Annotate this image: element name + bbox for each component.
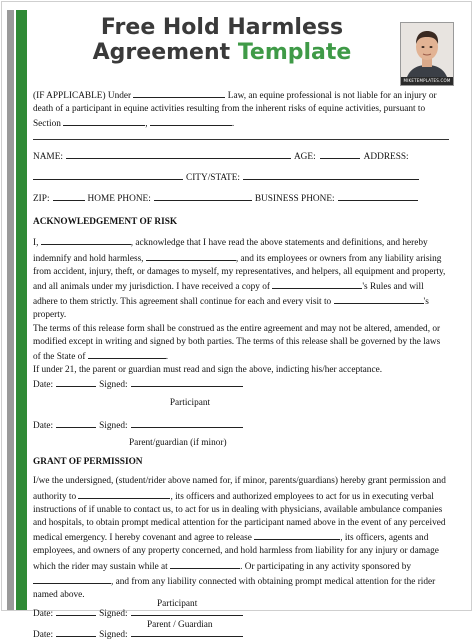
person-portrait-icon: [401, 23, 453, 85]
name-field[interactable]: [66, 149, 291, 159]
city-row: [33, 170, 449, 185]
age-label: AGE:: [293, 151, 316, 162]
title-line-2: [62, 40, 382, 65]
terms-paragraph: [33, 323, 449, 365]
law-blank[interactable]: [133, 88, 225, 98]
signed-label: Signed:: [99, 380, 128, 391]
indemnified-party-blank[interactable]: [146, 251, 236, 261]
property-owner-blank[interactable]: [334, 294, 424, 304]
acknowledgement-paragraph: [33, 235, 449, 322]
phone-row: [33, 191, 449, 206]
grant-participant-caption: Participant: [157, 599, 198, 610]
grant-participant-signature-field[interactable]: [131, 606, 243, 616]
guardian-signature-row: [33, 418, 449, 433]
city-state-label: CITY/STATE:: [186, 172, 241, 183]
ack-text-d: 's Rules and will adhere to them strictly. This agreement shall continue for each and every visit to: [33, 282, 424, 308]
date-label: Date:: [33, 630, 54, 641]
business-phone-label: BUSINESS PHONE:: [254, 194, 335, 205]
document-title: [62, 15, 382, 65]
participant-caption-wrap: [33, 397, 233, 410]
age-field[interactable]: [320, 149, 360, 159]
left-green-stripe: [16, 10, 27, 610]
signed-label: Signed:: [99, 609, 128, 620]
section-blank-1[interactable]: [63, 116, 145, 126]
date-field-1[interactable]: [56, 377, 96, 387]
agreement-body: [33, 88, 449, 641]
location-blank[interactable]: [170, 559, 240, 569]
guardian-if-minor-caption: Parent/guardian (if minor): [129, 438, 227, 449]
participant-signature-field[interactable]: [131, 377, 243, 387]
acknowledgement-heading: ACKNOWLEDGEMENT OF RISK: [33, 217, 178, 228]
grant-guardian-caption: Parent / Guardian: [147, 620, 213, 631]
sponsor-blank[interactable]: [33, 574, 111, 584]
grant-text-c: , its officers, agents and employees, and owners of any property concerned, and hold harmless from liability for any injury or damage which the rider may sustain while at: [33, 533, 439, 572]
rules-owner-blank[interactable]: [272, 279, 362, 289]
grant-text-b: , its officers and authorized employees to act for us in executing verbal instructions of if unable to contact us, to act for us in dealing with physicians, available ambulance companies and hospitals, to obtain prompt medical attention for the participant named above in the event of any perceived medical emergency. I hereby covenant and agree to release: [33, 491, 446, 544]
address-label: ADDRESS:: [363, 151, 409, 162]
divider-line: [33, 132, 449, 140]
date-field-2[interactable]: [56, 418, 96, 428]
participant-caption: Participant: [169, 397, 211, 408]
home-phone-label: HOME PHONE:: [87, 194, 151, 205]
ack-text-b: , acknowledge that I have read the above statements and definitions, and hereby indemnify and hold harmless,: [33, 238, 428, 264]
ack-text-e: 's property.: [33, 297, 429, 321]
date-label: Date:: [33, 380, 54, 391]
grant-paragraph: [33, 475, 449, 602]
section-blank-2[interactable]: [150, 116, 232, 126]
participant-name-blank[interactable]: [41, 235, 131, 245]
guardian-signature-field[interactable]: [131, 418, 243, 428]
city-state-field[interactable]: [243, 170, 419, 180]
title-line-1: Free Hold Harmless: [100, 15, 344, 40]
released-party-blank[interactable]: [254, 530, 340, 540]
home-phone-field[interactable]: [154, 191, 252, 201]
date-label: Date:: [33, 609, 54, 620]
document-page: [1, 1, 472, 641]
under-21-note: If under 21, the parent or guardian must read and sign the above, indicting his/her acceptance.: [33, 365, 383, 376]
signed-label: Signed:: [99, 420, 128, 431]
grant-participant-signature: [33, 599, 449, 620]
grant-text-d: . Or participating in any activity sponsored by: [240, 561, 412, 572]
signed-label: Signed:: [99, 630, 128, 641]
name-row: [33, 149, 449, 164]
grant-guardian-row: [33, 627, 243, 642]
authorized-party-blank[interactable]: [78, 489, 170, 499]
guardian-caption-wrap: [33, 437, 449, 450]
title-word-agreement: Agreement: [92, 40, 231, 65]
grant-guardian-signature-field[interactable]: [131, 627, 243, 637]
grant-heading: GRANT OF PERMISSION: [33, 457, 143, 468]
grant-text-a: I/we the undersigned, (student/rider above named for, if minor, parents/guardians) hereby grant permission and authority to: [33, 476, 446, 502]
address-field[interactable]: [33, 170, 183, 180]
photo-caption: MIKETEMPLATES.COM: [401, 77, 453, 85]
intro-comma: ,: [145, 119, 148, 130]
grant-guardian-signature: [33, 620, 449, 641]
zip-label: ZIP:: [33, 194, 50, 205]
participant-signature-row: [33, 377, 449, 392]
intro-paragraph: (IF APPLICABLE) Under Law, an equine professional is not liable for an injury or death of a participant in equine activities resulting from the inherent risks of equine activities, pursuant to Section , .: [33, 88, 449, 132]
ack-text-c: , and its employees or owners from any liability arising from accident, injury, theft, or damages to myself, my representatives, and helpers, all equipment and property, and all animals under my jurisdiction. I have received a copy of: [33, 253, 446, 293]
ack-text-a: I,: [33, 238, 39, 249]
business-phone-field[interactable]: [338, 191, 418, 201]
intro-text-b: Law, an equine professional is not liable for an injury or death of a participant in equine activities resulting from the inherent risks of equine activities, pursuant to Section: [33, 91, 437, 130]
grant-text-e: , and from any liability connected with obtaining prompt medical attention for the rider named above.: [33, 576, 436, 601]
left-gray-stripe: [7, 10, 14, 610]
intro-text-a: (IF APPLICABLE) Under: [33, 91, 132, 101]
terms-period: .: [165, 352, 169, 363]
name-label: NAME:: [33, 151, 63, 162]
state-blank[interactable]: [88, 349, 166, 359]
date-label: Date:: [33, 420, 54, 431]
zip-field[interactable]: [53, 191, 85, 201]
date-field-3[interactable]: [56, 606, 96, 616]
date-field-4[interactable]: [56, 627, 96, 637]
author-photo: [400, 22, 454, 86]
title-word-template: Template: [237, 40, 352, 65]
terms-text: The terms of this release form shall be construed as the entire agreement and may not be altered, amended, or modified except in writing and signed by both parties. The terms of this release shall be governed by the laws of the State of: [33, 323, 441, 363]
